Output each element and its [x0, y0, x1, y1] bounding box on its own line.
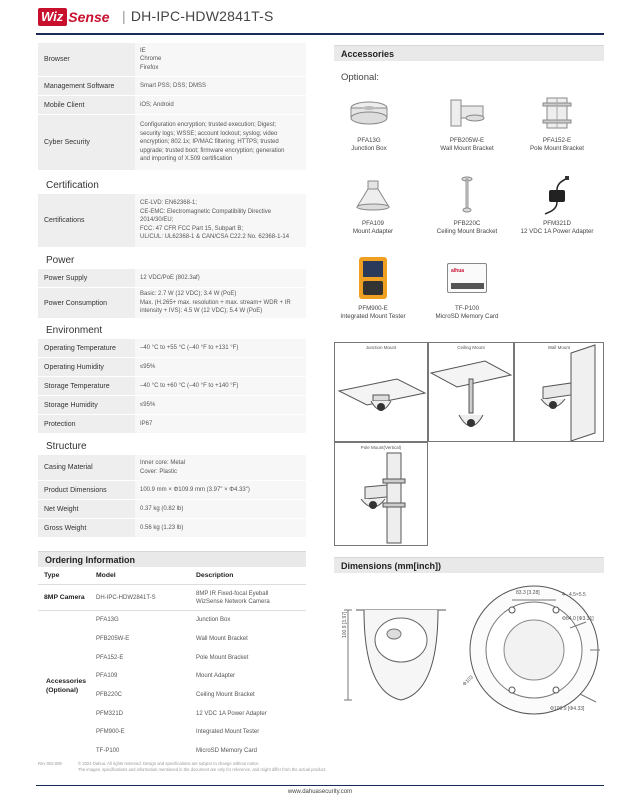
spec-key: Storage Temperature	[38, 377, 135, 395]
footer-disclaimer	[78, 761, 326, 772]
section-title-environment: Environment	[46, 325, 103, 336]
spec-key: Protection	[38, 415, 135, 433]
dimensions-title: Dimensions (mm[inch])	[334, 557, 604, 573]
spec-key: Browser	[38, 43, 135, 76]
row-model: PFA13G	[96, 617, 119, 624]
spec-row-certifications	[38, 194, 306, 248]
row-model: PFM900-E	[96, 729, 125, 736]
accessory-code: PFM900-E	[358, 305, 388, 312]
row-desc: Integrated Mount Tester	[196, 729, 260, 736]
spec-line: encryption; 802.1x; IP/MAC filtering; HTTPS; trusted	[140, 139, 279, 146]
spec-value	[135, 43, 306, 76]
header-model: Model	[96, 572, 116, 579]
junction-mount-caption: Junction Mount	[365, 345, 397, 350]
dimensions-drawing	[334, 582, 604, 767]
ordering-row	[38, 648, 306, 667]
ordering-row	[38, 704, 306, 723]
spec-value	[135, 115, 306, 170]
section-title-certification: Certification	[46, 180, 99, 191]
spec-line: 2014/30/EU;	[140, 217, 174, 224]
dim-width-top: 83.3 [3.28]	[516, 590, 540, 596]
row-model: PFA152-E	[96, 654, 124, 661]
spec-row-management-software	[38, 77, 306, 96]
spec-line: FCC: 47 CFR FCC Part 15, Subpart B;	[140, 225, 244, 232]
spec-value: iOS; Android	[135, 96, 306, 114]
title-separator: |	[122, 8, 126, 24]
accessory-desc: Integrated Mount Tester	[340, 313, 406, 320]
footer-url[interactable]: www.dahuasecurity.com	[287, 789, 353, 795]
spec-key: Net Weight	[38, 500, 135, 518]
pole-mount-diagram	[334, 442, 428, 546]
spec-value: –40 °C to +55 °C (–40 °F to +131 °F)	[135, 339, 306, 357]
spec-value: 0.56 kg (1.23 lb)	[135, 519, 306, 537]
ceiling-mount-diagram	[428, 342, 514, 442]
accessory-code: PFA152-E	[542, 137, 572, 144]
spec-line: Cover: Plastic	[140, 468, 178, 475]
wizsense-logo	[38, 8, 110, 26]
pole-mount-caption: Pole Mount(Vertical)	[360, 445, 402, 450]
wall-mount-bracket-icon	[424, 92, 510, 134]
row-desc: Mount Adapter	[196, 673, 236, 680]
spec-line: IE	[140, 47, 146, 54]
logo-wiz: Wiz	[38, 8, 67, 26]
ceiling-mount-bracket-icon	[424, 175, 510, 217]
row-desc: Ceiling Mount Bracket	[196, 692, 255, 699]
ordering-information	[38, 551, 306, 761]
section-title-structure: Structure	[46, 441, 87, 452]
spec-key: Casing Material	[38, 455, 135, 480]
pole-mount-bracket-icon	[514, 92, 600, 134]
row-model: PFM321D	[96, 710, 124, 717]
row-model: PFB205W-E	[96, 636, 130, 643]
accessory-code: PFB205W-E	[449, 137, 485, 144]
accessory-desc: Ceiling Mount Bracket	[436, 228, 498, 235]
accessory-desc: Junction Box	[351, 145, 387, 152]
accessory-code: PFA109	[361, 220, 384, 227]
spec-row-product-dimensions	[38, 481, 306, 500]
accessories-type	[46, 677, 86, 695]
camera-type: 8MP Camera	[44, 594, 85, 601]
ordering-accessories-group	[38, 611, 306, 761]
spec-row-storage-humidity	[38, 396, 306, 415]
mount-diagrams	[334, 342, 604, 546]
row-model: PFA109	[96, 673, 118, 680]
disclaimer-line: The images, specifications and information mentioned in the document are only for reference, and might differ from the actual product.	[78, 766, 327, 772]
spec-value: ≤95%	[135, 358, 306, 376]
spec-value: Smart PSS; DSS; DMSS	[135, 77, 306, 95]
ordering-title: Ordering Information	[38, 551, 306, 567]
spec-line: Max. (H.265+ max. resolution + max. stream+ WDR + IR	[140, 299, 291, 306]
spec-key: Product Dimensions	[38, 481, 135, 499]
row-desc: MicroSD Memory Card	[196, 748, 258, 755]
logo-sense: Sense	[68, 9, 110, 25]
camera-desc	[196, 590, 306, 606]
row-desc: Junction Box	[196, 617, 231, 624]
row-model: TF-P100	[96, 748, 120, 755]
accessory-desc: Pole Mount Bracket	[530, 145, 584, 152]
ordering-row	[38, 630, 306, 649]
spec-line: CE-LVD: EN62368-1;	[140, 200, 197, 207]
page-header	[0, 0, 640, 34]
spec-row-operating-temperature	[38, 339, 306, 358]
spec-key: Operating Temperature	[38, 339, 135, 357]
spec-row-casing-material	[38, 455, 306, 481]
row-desc: 12 VDC 1A Power Adapter	[196, 710, 267, 717]
spec-row-gross-weight	[38, 519, 306, 538]
accessory-code: PFM321D	[543, 220, 571, 227]
model-title	[122, 8, 274, 24]
spec-line: and importing of X.509 certification	[140, 156, 233, 163]
footer-rule	[36, 785, 604, 786]
spec-key: Cyber Security	[38, 115, 135, 170]
header-rule	[36, 33, 604, 35]
wall-mount-diagram	[514, 342, 604, 442]
spec-row-cyber-security	[38, 115, 306, 171]
accessory-mount-adapter	[330, 175, 416, 236]
dim-phi84: Φ84.0 [Φ3.31]	[562, 616, 594, 622]
acc-type-line: (Optional)	[46, 687, 79, 694]
section-title-power: Power	[46, 255, 75, 266]
spec-line: Firefox	[140, 64, 159, 71]
sd-brand: alhua	[451, 268, 465, 274]
row-desc: Pole Mount Bracket	[196, 654, 249, 661]
ordering-row-camera	[38, 585, 306, 611]
ceiling-mount-caption: Ceiling Mount	[457, 345, 485, 350]
accessory-microsd-card	[424, 254, 510, 321]
model-name: DH-IPC-HDW2841T-S	[130, 8, 274, 24]
power-adapter-icon	[514, 175, 600, 217]
accessory-power-adapter	[514, 175, 600, 236]
revision: Rev 002.009	[38, 761, 62, 766]
spec-value: 100.9 mm × Φ109.9 mm (3.97" × Φ4.33")	[135, 481, 306, 499]
row-desc: Wall Mount Bracket	[196, 636, 248, 643]
camera-desc-line: 8MP IR Fixed-focal Eyeball	[196, 590, 269, 597]
spec-value	[135, 288, 306, 318]
accessory-code: PFA13G	[357, 137, 381, 144]
microsd-card-icon	[424, 254, 510, 302]
copyright-line: © 2024 Dahua. All rights reserved. Design and specifications are subject to change without notice.	[78, 761, 260, 766]
accessory-code: PFB220C	[453, 220, 481, 227]
spec-value	[135, 194, 306, 247]
spec-key: Power Supply	[38, 269, 135, 287]
accessory-mount-tester	[330, 254, 416, 321]
ordering-row	[38, 723, 306, 742]
camera-desc-line: WizSense Network Camera	[196, 598, 270, 605]
mount-adapter-icon	[330, 175, 416, 217]
dim-holes: 4– 4.5×5.5	[562, 592, 586, 598]
camera-model: DH-IPC-HDW2841T-S	[96, 594, 156, 601]
accessories-title: Accessories	[334, 45, 604, 61]
acc-type-line: Accessories	[46, 678, 87, 685]
optional-label: Optional:	[341, 72, 380, 83]
spec-row-power-consumption	[38, 288, 306, 319]
wall-mount-caption: Wall Mount	[547, 345, 571, 350]
ordering-header-row	[38, 567, 306, 585]
spec-line: Inner core: Metal	[140, 460, 186, 466]
spec-line: intensity + IVS): 4.5 W (12 VDC); 5.4 W (PoE)	[140, 308, 263, 315]
accessory-junction-box	[326, 92, 412, 153]
ordering-row	[38, 611, 306, 630]
spec-line: Configuration encryption; trusted execution; Digest;	[140, 122, 277, 129]
spec-table	[38, 43, 306, 538]
spec-key: Certifications	[38, 194, 135, 247]
dim-phi109: Φ109.9 [Φ4.33]	[550, 706, 585, 712]
accessory-code: TF-P100	[454, 305, 480, 312]
accessory-pole-mount	[514, 92, 600, 153]
header-type: Type	[44, 572, 60, 579]
spec-line: Basic: 2.7 W (12 VDC); 3.4 W (PoE)	[140, 291, 237, 298]
accessory-desc: MicroSD Memory Card	[435, 313, 499, 320]
accessory-desc: 12 VDC 1A Power Adapter	[520, 228, 594, 235]
spec-value: IP67	[135, 415, 306, 433]
junction-box-icon	[326, 92, 412, 134]
spec-row-browser	[38, 43, 306, 77]
accessory-wall-mount	[424, 92, 510, 153]
spec-line: CE-EMC: Electromagnetic Compatibility Directive	[140, 208, 272, 215]
spec-row-operating-humidity	[38, 358, 306, 377]
spec-line: security logs; WSSE; account lockout; syslog; video	[140, 130, 278, 137]
accessory-desc: Wall Mount Bracket	[440, 145, 494, 152]
spec-row-net-weight	[38, 500, 306, 519]
spec-value	[135, 455, 306, 480]
header-description: Description	[196, 571, 234, 579]
spec-key: Mobile Client	[38, 96, 135, 114]
accessory-ceiling-mount	[424, 175, 510, 236]
spec-row-protection	[38, 415, 306, 434]
spec-row-power-supply	[38, 269, 306, 288]
spec-row-mobile-client	[38, 96, 306, 115]
spec-key: Gross Weight	[38, 519, 135, 537]
spec-line: upgrade; trusted boot; firmware encryption; generation	[140, 147, 285, 154]
ordering-row	[38, 742, 306, 761]
dim-height: 100.9 [3.97]	[342, 611, 348, 638]
spec-row-storage-temperature	[38, 377, 306, 396]
mount-tester-icon	[330, 254, 416, 302]
spec-value: –40 °C to +60 °C (–40 °F to +140 °F)	[135, 377, 306, 395]
spec-line: UL/CUL: UL62368-1 & CAN/CSA C22.2 No. 62368-1-14	[140, 234, 290, 241]
dim-side: Φ103	[461, 674, 475, 688]
spec-value: 0.37 kg (0.82 lb)	[135, 500, 306, 518]
spec-key: Power Consumption	[38, 288, 135, 318]
spec-key: Management Software	[38, 77, 135, 95]
junction-mount-diagram	[334, 342, 428, 442]
spec-key: Storage Humidity	[38, 396, 135, 414]
accessory-desc: Mount Adapter	[352, 228, 394, 235]
spec-value: 12 VDC/PoE (802.3af)	[135, 269, 306, 287]
spec-value: ≤95%	[135, 396, 306, 414]
spec-line: Chrome	[140, 56, 162, 63]
row-model: PFB220C	[96, 692, 123, 699]
spec-key: Operating Humidity	[38, 358, 135, 376]
